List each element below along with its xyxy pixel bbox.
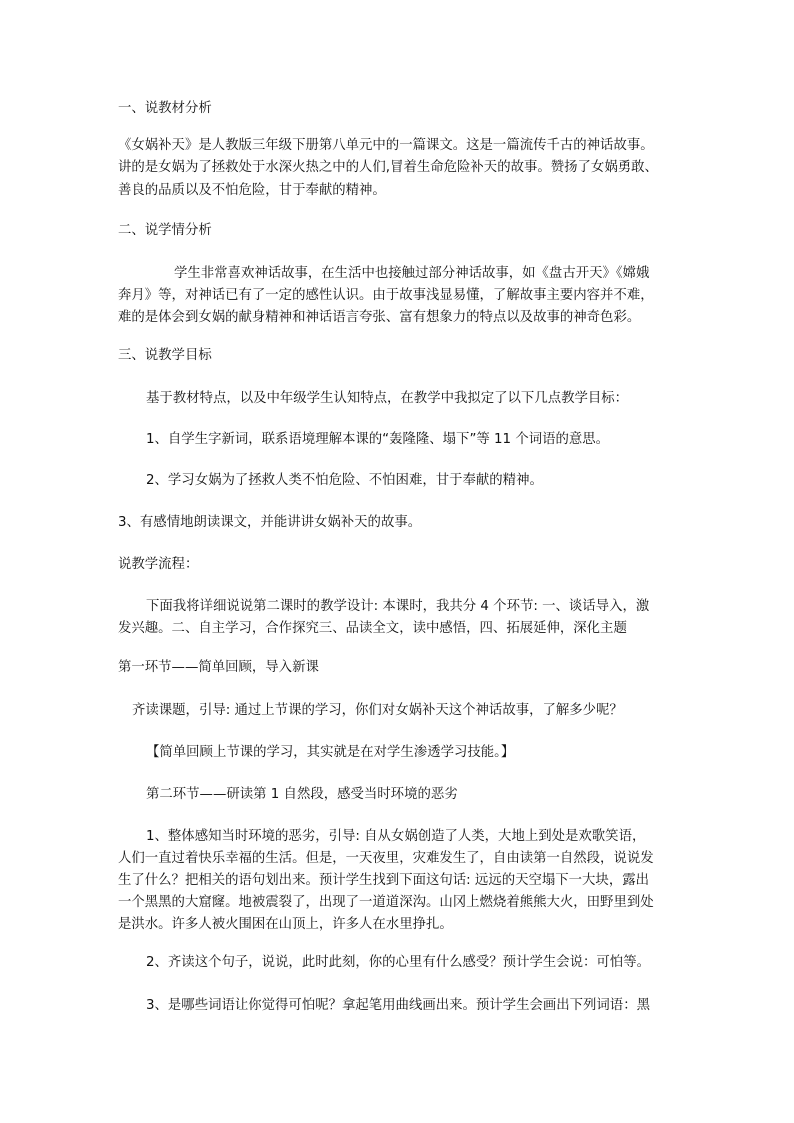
paragraph-line: 发兴趣。二、自主学习，合作探究三、品读全文，读中感悟，四、拓展延伸，深化主题 bbox=[118, 621, 627, 636]
goal-item-2: 2、学习女娲为了拯救人类不怕危险、不怕困难，甘于奉献的精神。 bbox=[146, 473, 543, 488]
paragraph-line: 是洪水。许多人被火围困在山顶上，许多人在水里挣扎。 bbox=[118, 917, 453, 932]
goals-intro: 基于教材特点，以及中年级学生认知特点，在教学中我拟定了以下几点教学目标： bbox=[146, 391, 629, 406]
step-1-note: 【简单回顾上节课的学习，其实就是在对学生渗透学习技能。】 bbox=[146, 745, 515, 760]
section-heading-teaching-flow: 说教学流程： bbox=[118, 557, 199, 572]
step-2-item-3: 3、是哪些词语让你觉得可怕呢？拿起笔用曲线画出来。预计学生会画出下列词语：黑 bbox=[146, 998, 650, 1013]
goal-item-1: 1、自学生字新词，联系语境理解本课的“轰隆隆、塌下”等 11 个词语的意思。 bbox=[146, 432, 610, 447]
step-1-heading: 第一环节——简单回顾，导入新课 bbox=[118, 660, 319, 675]
step-1-text: 齐读课题，引导: 通过上节课的学习，你们对女娲补天这个神话故事，了解多少呢？ bbox=[132, 703, 623, 718]
paragraph-line: 难的是体会到女娲的献身精神和神话语言夸张、富有想象力的特点以及故事的神奇色彩。 bbox=[118, 310, 641, 325]
paragraph-line: 人们一直过着快乐幸福的生活。但是，一天夜里，灾难发生了，自由读第一自然段，说说发 bbox=[118, 851, 654, 866]
section-heading-textbook-analysis: 一、说教材分析 bbox=[118, 101, 212, 116]
paragraph-line: 生了什么？把相关的语句划出来。预计学生找到下面这句话: 远远的天空塌下一大块，露出 bbox=[118, 873, 649, 888]
paragraph-line: 下面我将详细说说第二课时的教学设计: 本课时，我共分 4 个环节: 一、谈话导入，激 bbox=[146, 599, 650, 614]
paragraph-line: 1、整体感知当时环境的恶劣，引导: 自从女娲创造了人类，大地上到处是欢歌笑语， bbox=[146, 829, 646, 844]
paragraph-line: 《女娲补天》是人教版三年级下册第八单元中的一篇课文。这是一篇流传千古的神话故事。 bbox=[118, 138, 654, 153]
goal-item-3: 3、有感情地朗读课文，并能讲讲女娲补天的故事。 bbox=[118, 515, 422, 530]
section-heading-student-analysis: 二、说学情分析 bbox=[118, 223, 212, 238]
section-heading-teaching-goals: 三、说教学目标 bbox=[118, 348, 212, 363]
paragraph-line: 奔月》等，对神话已有了一定的感性认识。由于故事浅显易懂，了解故事主要内容并不难， bbox=[118, 288, 654, 303]
paragraph-line: 学生非常喜欢神话故事，在生活中也接触过部分神话故事，如《盘古开天》《嫦娥 bbox=[174, 266, 650, 281]
paragraph-line: 讲的是女娲为了拯救处于水深火热之中的人们,冒着生命危险补天的故事。赞扬了女娲勇敢、 bbox=[118, 160, 658, 175]
paragraph-line: 善良的品质以及不怕危险，甘于奉献的精神。 bbox=[118, 183, 386, 198]
step-2-item-2: 2、齐读这个句子，说说，此时此刻，你的心里有什么感受？预计学生会说：可怕等。 bbox=[146, 955, 650, 970]
step-2-heading: 第二环节——研读第 1 自然段，感受当时环境的恶劣 bbox=[146, 787, 458, 802]
paragraph-line: 一个黑黑的大窟窿。地被震裂了，出现了一道道深沟。山冈上燃烧着熊熊大火，田野里到处 bbox=[118, 895, 654, 910]
